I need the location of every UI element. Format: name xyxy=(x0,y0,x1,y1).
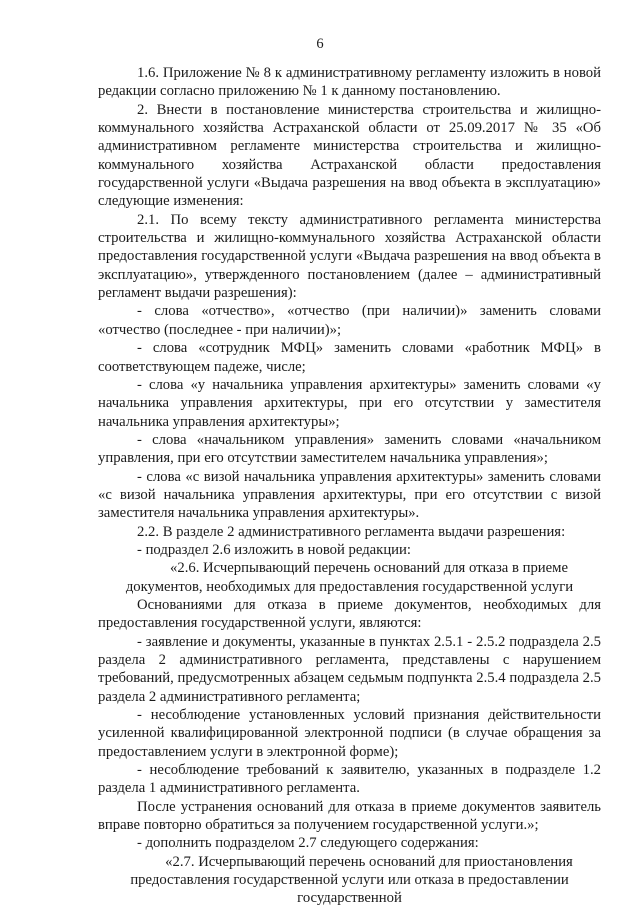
page-number: 6 xyxy=(316,36,324,52)
paragraph: - слова «отчество», «отчество (при наличии)» заменить словами «отчество (последнее - при наличии)»; xyxy=(98,303,601,338)
paragraph: - слова «у начальника управления архитектуры» заменить словами «у начальника управления архитектуры, при его отсутствии у заместителя начальника управления архитектуры»; xyxy=(98,376,601,430)
paragraph: - подраздел 2.6 изложить в новой редакции: xyxy=(137,541,411,558)
paragraph: 2.1. По всему тексту административного регламента министерства строительства и жилищно-коммунального хозяйства Астраханской области предоставления государственной услуги «Выдача разрешения на ввод объекта в эксплуатацию», утвержденного постановлением (далее – административный регламент выдачи разрешения): xyxy=(98,211,601,302)
paragraph: 1.6. Приложение № 8 к административному регламенту изложить в новой редакции согласно приложению № 1 к данному постановлению. xyxy=(98,65,601,100)
section-heading: «2.6. Исчерпывающий перечень оснований для отказа в приеме документов, необходимых для предоставления государственной услуги xyxy=(125,560,574,595)
paragraph: 2.2. В разделе 2 административного регламента выдачи разрешения: xyxy=(137,523,566,540)
paragraph: - несоблюдение требований к заявителю, указанных в подразделе 1.2 раздела 1 административного регламента. xyxy=(98,762,601,797)
paragraph: - слова «с визой начальника управления архитектуры» заменить словами «с визой начальника управления архитектуры, при его отсутствии с визой заместителя начальника управления архитектуры». xyxy=(98,468,601,522)
paragraph: Основаниями для отказа в приеме документов, необходимых для предоставления государственной услуги, являются: xyxy=(98,596,601,632)
paragraph: 2. Внести в постановление министерства строительства и жилищно-коммунального хозяйства Астраханской области от 25.09.2017 № 35 «Об административном регламенте министерства строительства и жилищно-коммунального хозяйства Астраханской области предоставления государственной услуги «Выдача разрешения на ввод объекта в эксплуатацию» следующие изменения: xyxy=(98,101,601,210)
paragraph: - заявление и документы, указанные в пунктах 2.5.1 - 2.5.2 подраздела 2.5 раздела 2 административного регламента, представлены с нарушением требований, предусмотренных абзацем седьмым подпункта 2.5.4 подраздела 2.5 раздела 2 административного регламента; xyxy=(98,633,601,705)
paragraph: - слова «начальником управления» заменить словами «начальником управления, при его отсутствии заместителем начальника управления»; xyxy=(98,431,601,467)
document-body xyxy=(98,64,601,908)
paragraph: - несоблюдение установленных условий признания действительности усиленной квалифицированной электронной подписи (в случае обращения за предоставлением услуги в электронной форме); xyxy=(98,707,601,760)
section-heading: «2.7. Исчерпывающий перечень оснований для приостановления предоставления государственной услуги или отказа в предоставлении государственной xyxy=(130,853,573,907)
paragraph: - дополнить подразделом 2.7 следующего содержания: xyxy=(137,835,479,852)
paragraph: - слова «сотрудник МФЦ» заменить словами «работник МФЦ» в соответствующем падеже, числе; xyxy=(98,340,601,375)
paragraph: После устранения оснований для отказа в приеме документов заявитель вправе повторно обратиться за получением государственной услуги.»; xyxy=(98,798,601,834)
